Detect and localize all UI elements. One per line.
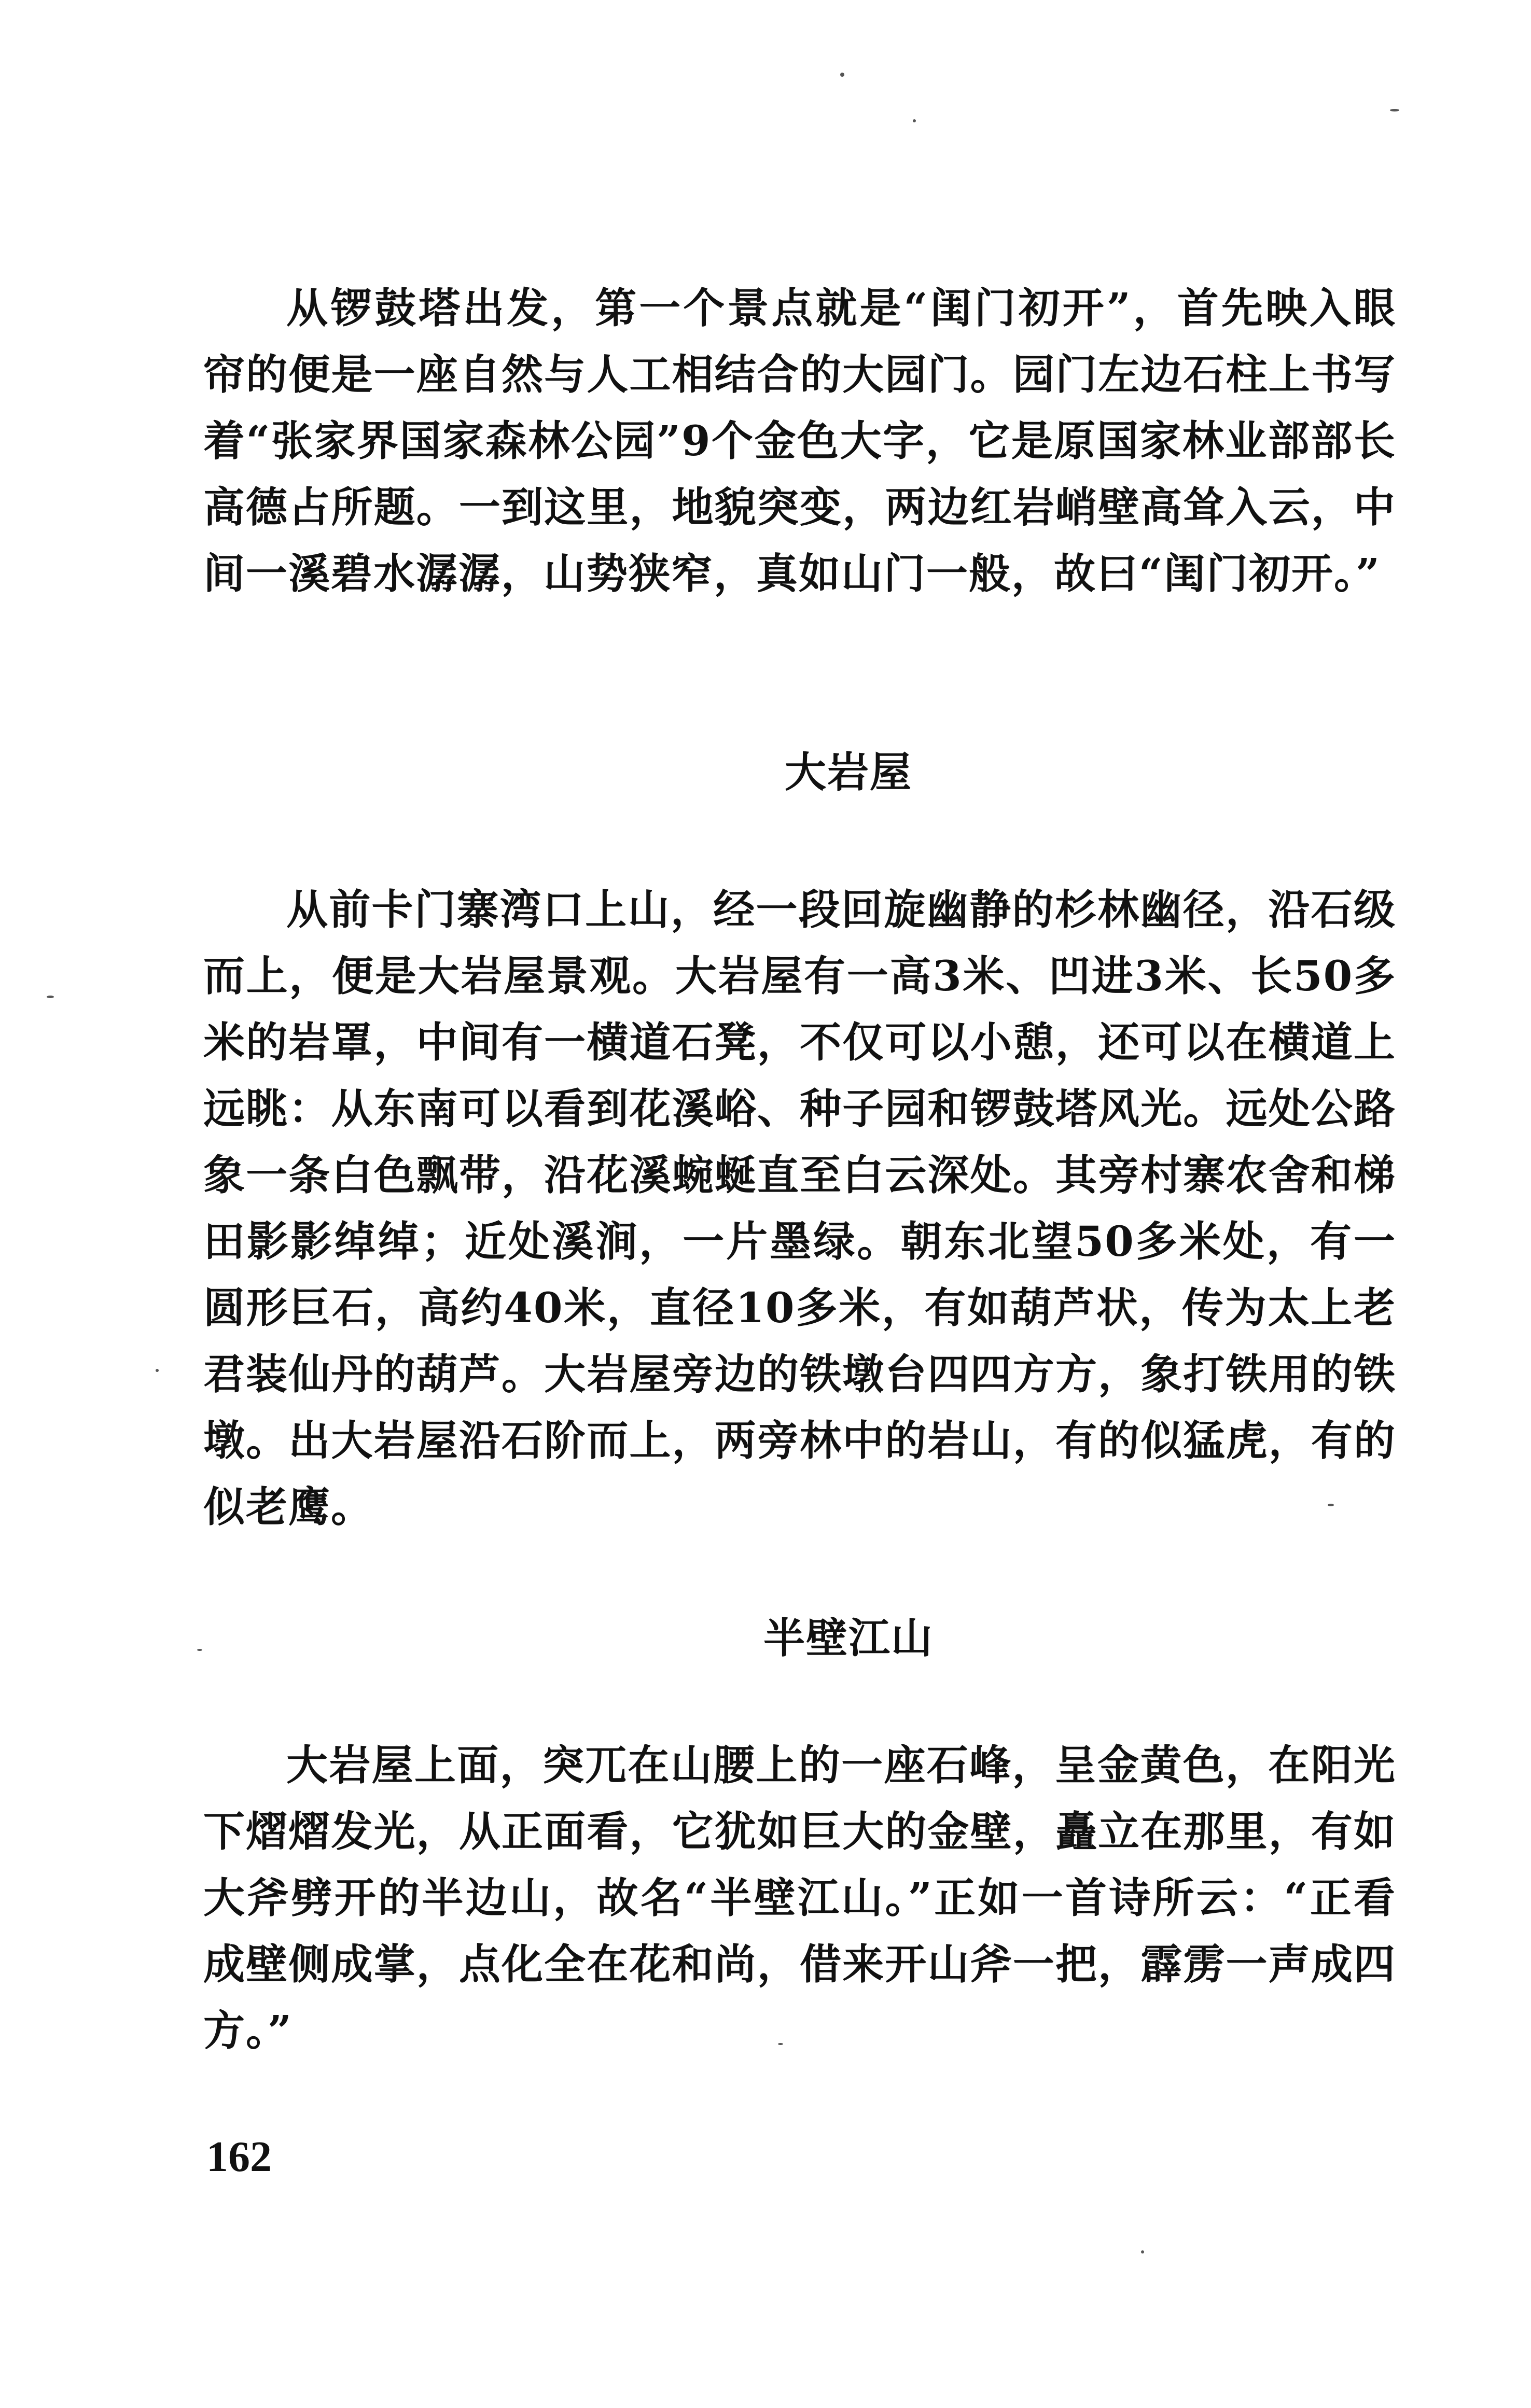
paragraph-banbi-jiangshan: 大岩屋上面，突兀在山腰上的一座石峰，呈金黄色，在阳光下熠熠发光，从正面看，它犹如巨大的金壁，矗立在那里，有如大斧劈开的半边山，故名“半壁江山。”正如一首诗所云：“正看成壁侧成掌，点化全在花和尚，借来开山斧一把，霹雳一声成四方。”: [203, 1741, 1396, 2055]
section-heading-banbi-jiangshan: 半壁江山: [763, 1614, 934, 1662]
scan-speck: [197, 1649, 202, 1651]
paragraph-guimen-chukai: 从锣鼓塔出发，第一个景点就是“闺门初开”，首先映入眼帘的便是一座自然与人工相结合的大园门。园门左边石柱上书写着“张家界国家森林公园”9个金色大字，它是原国家林业部部长高德占所题。一到这里，地貌突变，两边红岩峭壁高耸入云，中间一溪碧水潺潺，山势狭窄，真如山门一般，故曰“闺门初开。”: [203, 284, 1396, 598]
scan-speck: [47, 996, 54, 998]
scan-speck: [1390, 109, 1399, 111]
scan-speck: [840, 73, 844, 77]
scan-speck: [778, 2043, 783, 2045]
section-heading-dayanwu: 大岩屋: [785, 748, 912, 796]
scan-speck: [1328, 1504, 1334, 1506]
scan-speck: [1141, 2250, 1144, 2253]
paragraph-dayanwu: 从前卡门寨湾口上山，经一段回旋幽静的杉林幽径，沿石级而上，便是大岩屋景观。大岩屋有一高3米、凹进3米、长50多米的岩罩，中间有一横道石凳，不仅可以小憩，还可以在横道上远眺：从东南可以看到花溪峪、种子园和锣鼓塔风光。远处公路象一条白色飘带，沿花溪蜿蜒直至白云深处。其旁村寨农舍和梯田影影绰绰；近处溪涧，一片墨绿。朝东北望50多米处，有一圆形巨石，高约40米，直径10多米，有如葫芦状，传为太上老君装仙丹的葫芦。大岩屋旁边的铁墩台四四方方，象打铁用的铁墩。出大岩屋沿石阶而上，两旁林中的岩山，有的似猛虎，有的似老鹰。: [203, 885, 1396, 1531]
scan-speck: [913, 119, 916, 122]
scan-speck: [156, 1369, 159, 1372]
page-number: 162: [206, 2133, 272, 2181]
